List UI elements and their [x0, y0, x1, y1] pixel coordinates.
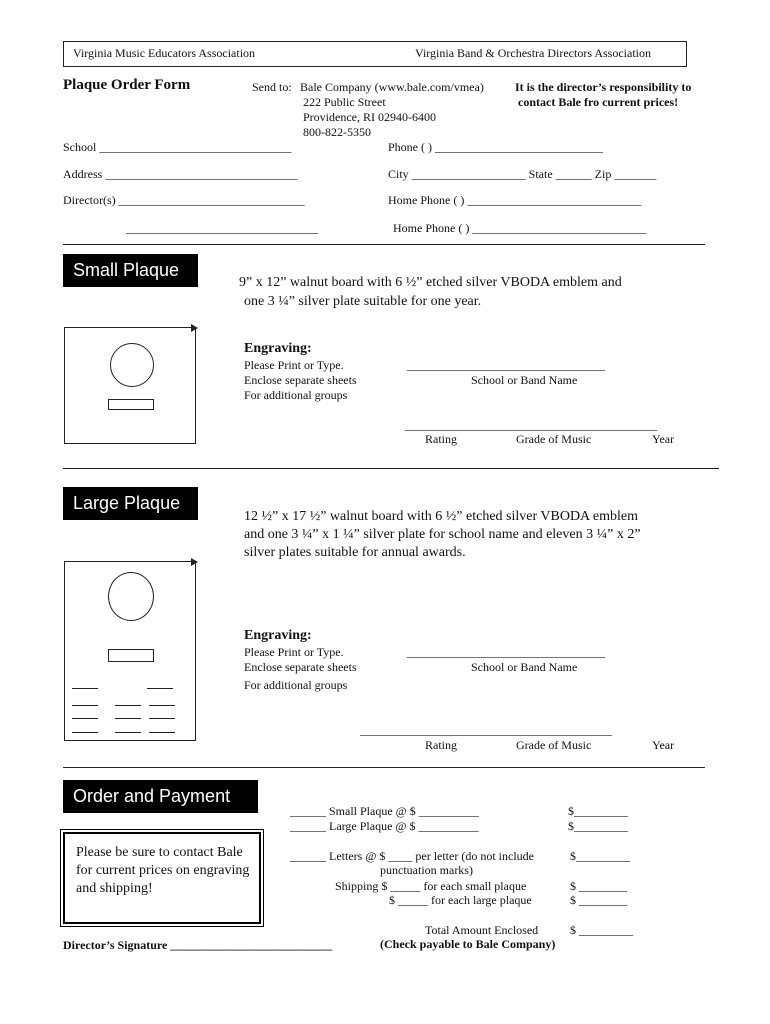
pricing-note-box	[63, 832, 261, 924]
award-plate	[149, 705, 175, 706]
large-instr-2: Enclose separate sheets	[244, 660, 357, 674]
large-desc-line2: and one 3 ¼” x 1 ¼” silver plate for school name and eleven 3 ¼” x 2”	[244, 527, 641, 542]
award-plate	[115, 718, 141, 719]
letters-line1[interactable]: ______ Letters @ $ ____ per letter (do not include	[290, 849, 534, 863]
send-to-line4: 800-822-5350	[303, 125, 371, 139]
arrow-icon	[191, 558, 198, 566]
large-school-blank[interactable]: _________________________________	[407, 645, 605, 659]
award-plate	[115, 705, 141, 706]
large-engraving-heading: Engraving:	[244, 628, 312, 643]
award-plate	[149, 718, 175, 719]
small-grade-label: Grade of Music	[516, 432, 592, 446]
large-desc-line1: 12 ½” x 17 ½” walnut board with 6 ½” etched silver VBODA emblem	[244, 509, 638, 524]
small-engraving-heading: Engraving:	[244, 341, 312, 356]
total-label: Total Amount Enclosed	[425, 923, 539, 937]
shipping-small-total[interactable]: $ ________	[570, 879, 627, 893]
small-instr-2: Enclose separate sheets	[244, 373, 357, 387]
divider-1	[63, 244, 705, 245]
arrow-icon	[191, 324, 198, 332]
org-right: Virginia Band & Orchestra Directors Association	[415, 46, 652, 60]
order-payment-label: Order and Payment	[63, 780, 258, 813]
small-year-label: Year	[652, 432, 675, 446]
small-desc-line1: 9” x 12” walnut board with 6 ½” etched silver VBODA emblem and	[239, 275, 622, 290]
small-rating-label: Rating	[425, 432, 457, 446]
large-year-label: Year	[652, 738, 675, 752]
address-field[interactable]: Address ________________________________	[63, 167, 298, 181]
award-plate	[147, 688, 173, 689]
page-title: Plaque Order Form	[63, 77, 191, 93]
signature-field[interactable]: Director’s Signature ___________________________	[63, 938, 333, 952]
large-rating-label: Rating	[425, 738, 457, 752]
large-plaque-diagram	[64, 561, 196, 741]
large-plaque-total[interactable]: $_________	[568, 819, 628, 833]
small-plaque-total[interactable]: $_________	[568, 804, 628, 818]
small-desc-line2: one 3 ¼” silver plate suitable for one year.	[244, 294, 482, 309]
school-field[interactable]: School ________________________________	[63, 140, 292, 154]
small-plaque-label: Small Plaque	[63, 254, 198, 287]
responsibility-line2: contact Bale fro current prices!	[518, 95, 679, 109]
large-rgy-blank[interactable]: __________________________________________	[360, 723, 612, 737]
small-rgy-blank[interactable]: __________________________________________	[405, 418, 657, 432]
name-plate	[108, 649, 154, 662]
small-instr-1: Please Print or Type.	[244, 358, 344, 372]
small-school-label: School or Band Name	[471, 373, 578, 387]
large-instr-1: Please Print or Type.	[244, 645, 344, 659]
award-plate	[72, 732, 98, 733]
award-plate	[115, 732, 141, 733]
directors-field[interactable]: Director(s) _______________________________	[63, 193, 305, 207]
large-grade-label: Grade of Music	[516, 738, 592, 752]
home-phone-field-2[interactable]: Home Phone ( ) _____________________________	[393, 221, 647, 235]
large-desc-line3: silver plates suitable for annual awards.	[244, 545, 466, 560]
city-state-zip-field[interactable]: City ___________________ State ______ Zip _______	[388, 167, 657, 181]
small-school-blank[interactable]: _________________________________	[407, 358, 605, 372]
large-plaque-order-line[interactable]: ______ Large Plaque @ $ __________	[290, 819, 479, 833]
director-field-2[interactable]: ________________________________	[126, 221, 318, 235]
small-plaque-order-line[interactable]: ______ Small Plaque @ $ __________	[290, 804, 479, 818]
letters-total[interactable]: $_________	[570, 849, 630, 863]
award-plate	[72, 688, 98, 689]
shipping-large-total[interactable]: $ ________	[570, 893, 627, 907]
shipping-small-line[interactable]: Shipping $ _____ for each small plaque	[335, 879, 527, 893]
letters-line2: punctuation marks)	[380, 863, 473, 877]
name-plate	[108, 399, 154, 410]
emblem-circle	[108, 572, 154, 621]
divider-3	[63, 767, 705, 768]
award-plate	[149, 732, 175, 733]
check-payable-note: (Check payable to Bale Company)	[380, 937, 556, 951]
large-school-label: School or Band Name	[471, 660, 578, 674]
home-phone-field-1[interactable]: Home Phone ( ) _____________________________	[388, 193, 642, 207]
award-plate	[72, 705, 98, 706]
large-instr-3: For additional groups	[244, 678, 348, 692]
large-plaque-label: Large Plaque	[63, 487, 198, 520]
small-plaque-diagram	[64, 327, 196, 444]
send-to-line2: 222 Public Street	[303, 95, 386, 109]
small-instr-3: For additional groups	[244, 388, 348, 402]
emblem-circle	[110, 343, 154, 387]
send-to-line3: Providence, RI 02940-6400	[303, 110, 436, 124]
org-left: Virginia Music Educators Association	[73, 46, 256, 60]
phone-field[interactable]: Phone ( ) ____________________________	[388, 140, 603, 154]
divider-2	[63, 468, 719, 469]
send-to-label: Send to:	[252, 80, 292, 94]
total-value[interactable]: $ _________	[570, 923, 633, 937]
pricing-note-text: Please be sure to contact Bale for current prices on engraving and shipping!	[76, 845, 250, 896]
award-plate	[72, 718, 98, 719]
shipping-large-line[interactable]: $ _____ for each large plaque	[389, 893, 532, 907]
responsibility-line1: It is the director’s responsibility to	[515, 80, 692, 94]
send-to-line1: Bale Company (www.bale.com/vmea)	[300, 80, 484, 94]
